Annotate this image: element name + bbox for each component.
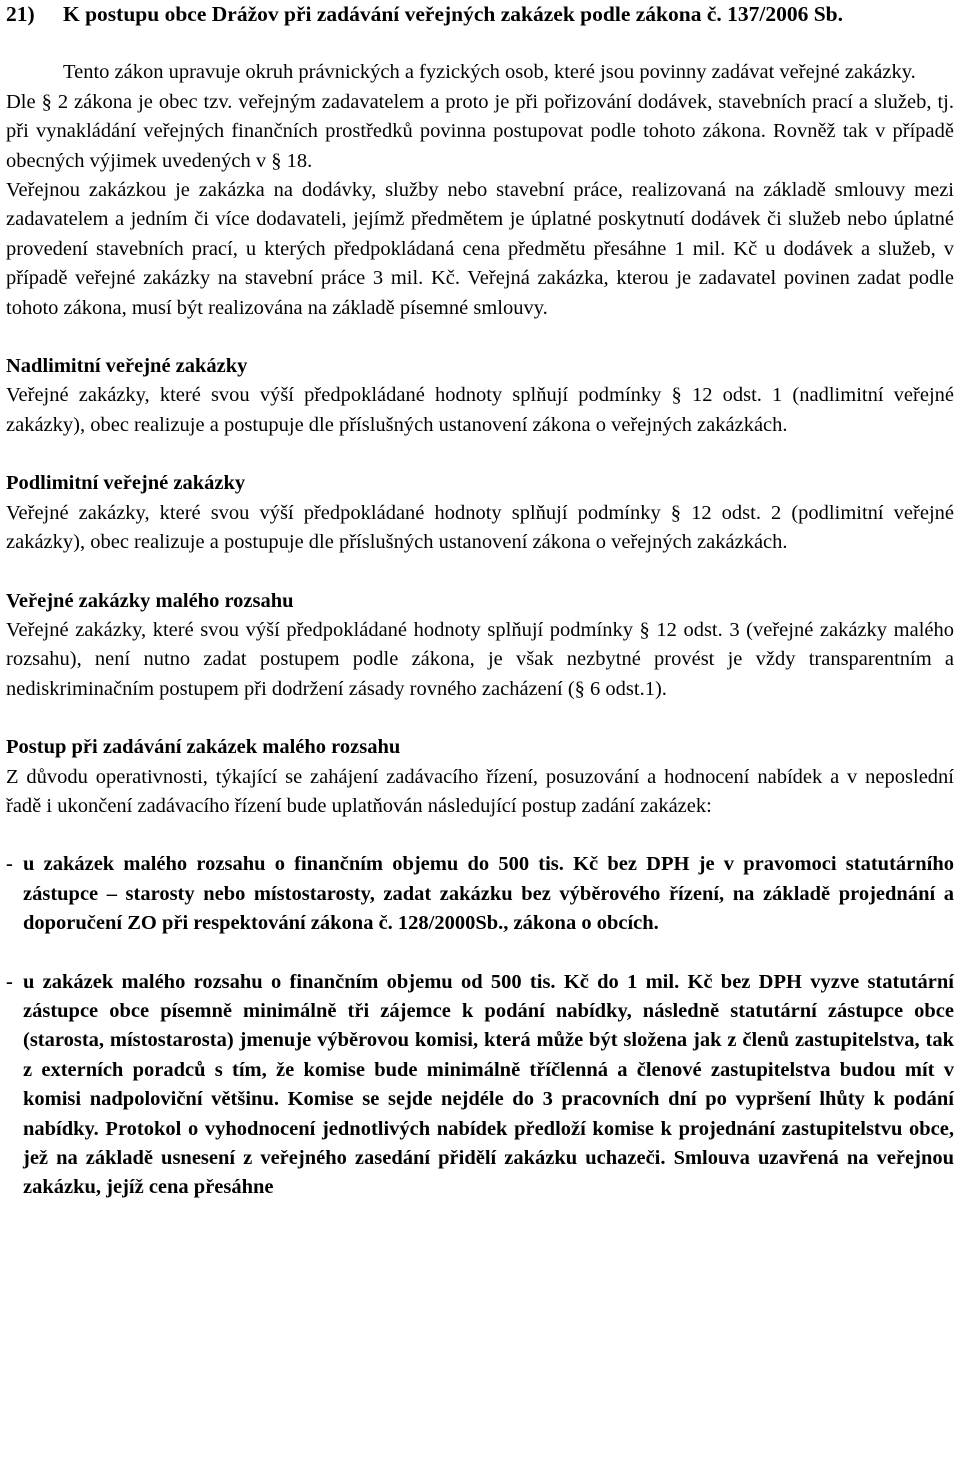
section-title: Postup při zadávání zakázek malého rozsahu (6, 736, 401, 759)
section-body: Veřejné zakázky, které svou výší předpokládané hodnoty splňují podmínky § 12 odst. 2 (podlimitní veřejné zakázky), obec realizuje a postupuje dle příslušných ustanovení zákona o veřejných zakázkách. (6, 501, 954, 554)
list-item (6, 850, 954, 938)
list-item (6, 968, 954, 1203)
section-body: Veřejné zakázky, které svou výší předpokládané hodnoty splňují podmínky § 12 odst. 3 (veřejné zakázky malého rozsahu), není nutno zadat postupem podle zákona, je však nezbytné provést je vždy transparentním a nediskriminačním postupem při dodržení zásady rovného zacházení (§ 6 odst.1). (6, 618, 954, 700)
section-postup (6, 733, 954, 821)
section-title: Nadlimitní veřejné zakázky (6, 355, 248, 378)
list-dash: - (6, 853, 13, 876)
section-title: Podlimitní veřejné zakázky (6, 472, 246, 495)
section-body: Veřejné zakázky, které svou výší předpokládané hodnoty splňují podmínky § 12 odst. 1 (nadlimitní veřejné zakázky), obec realizuje a postupuje dle příslušných ustanovení zákona o veřejných zakázkách. (6, 384, 954, 436)
intro-paragraph-2: Dle § 2 zákona je obec tzv. veřejným zadavatelem a proto je při pořizování dodávek, stavebních prací a služeb, tj. při vynakládání veřejných finančních prostředků povinna postupovat podle tohoto zákona. Rovněž tak v případě obecných výjimek uvedených v § 18. (6, 90, 954, 172)
section-maleho-rozsahu (6, 587, 954, 705)
heading-title: K postupu obce Drážov při zadávání veřejných zakázek podle zákona č. 137/2006 Sb. (63, 2, 843, 26)
list-item-text: u zakázek malého rozsahu o finančním objemu do 500 tis. Kč bez DPH je v pravomoci statutárního zástupce – starosty nebo místostarosty, zadat zakázku bez výběrového řízení, na základě projednání a doporučení ZO při respektování zákona č. 128/2000Sb., zákona o obcích. (23, 853, 954, 935)
section-body: Z důvodu operativnosti, týkající se zahájení zadávacího řízení, posuzování a hodnocení nabídek a v neposlední řadě i ukončení zadávacího řízení bude uplatňován následující postup zadání zakázek: (6, 765, 954, 817)
section-heading (6, 0, 954, 29)
section-title: Veřejné zakázky malého rozsahu (6, 589, 294, 612)
intro-paragraph-1: Tento zákon upravuje okruh právnických a fyzických osob, které jsou povinny zadávat veřejné zakázky. (63, 61, 916, 84)
section-podlimitni (6, 469, 954, 557)
intro-paragraph-3: Veřejnou zakázkou je zakázka na dodávky, služby nebo stavební práce, realizovaná na základě smlouvy mezi zadavatelem a jedním či více dodavateli, jejímž předmětem je úplatné poskytnutí dodávek či služeb nebo úplatné provedení stavebních prací, u kterých předpokládaná cena předmětu přesáhne 1 mil. Kč u dodávek a služeb, v případě veřejné zakázky na stavební práce 3 mil. Kč. Veřejná zakázka, kterou je zadavatel povinen zadat podle tohoto zákona, musí být realizována na základě písemné smlouvy. (6, 179, 954, 319)
list-item-text: u zakázek malého rozsahu o finančním objemu od 500 tis. Kč do 1 mil. Kč bez DPH vyzve statutární zástupce obce písemně minimálně tři zájemce k podání nabídky, následně statutární zástupce obce (starosta, místostarosta) jmenuje výběrovou komisi, která může být složena jak z členů zastupitelstva, tak z externích poradců s tím, že komise bude minimálně tříčlenná a členové zastupitelstva budou mít v komisi nadpoloviční většinu. Komise se sejde nejdéle do 3 pracovních dní po vypršení lhůty k podání nabídky. Protokol o vyhodnocení jednotlivých nabídek předloží komise k projednání zastupitelstvu obce, jež na základě usnesení z veřejného zasedání přidělí zakázku uchazeči. Smlouva uzavřená na veřejnou zakázku, jejíž cena přesáhne (23, 970, 954, 1199)
heading-number: 21) (6, 2, 35, 26)
list-dash: - (6, 970, 13, 993)
procedure-list (6, 850, 954, 1202)
section-nadlimitni (6, 352, 954, 440)
